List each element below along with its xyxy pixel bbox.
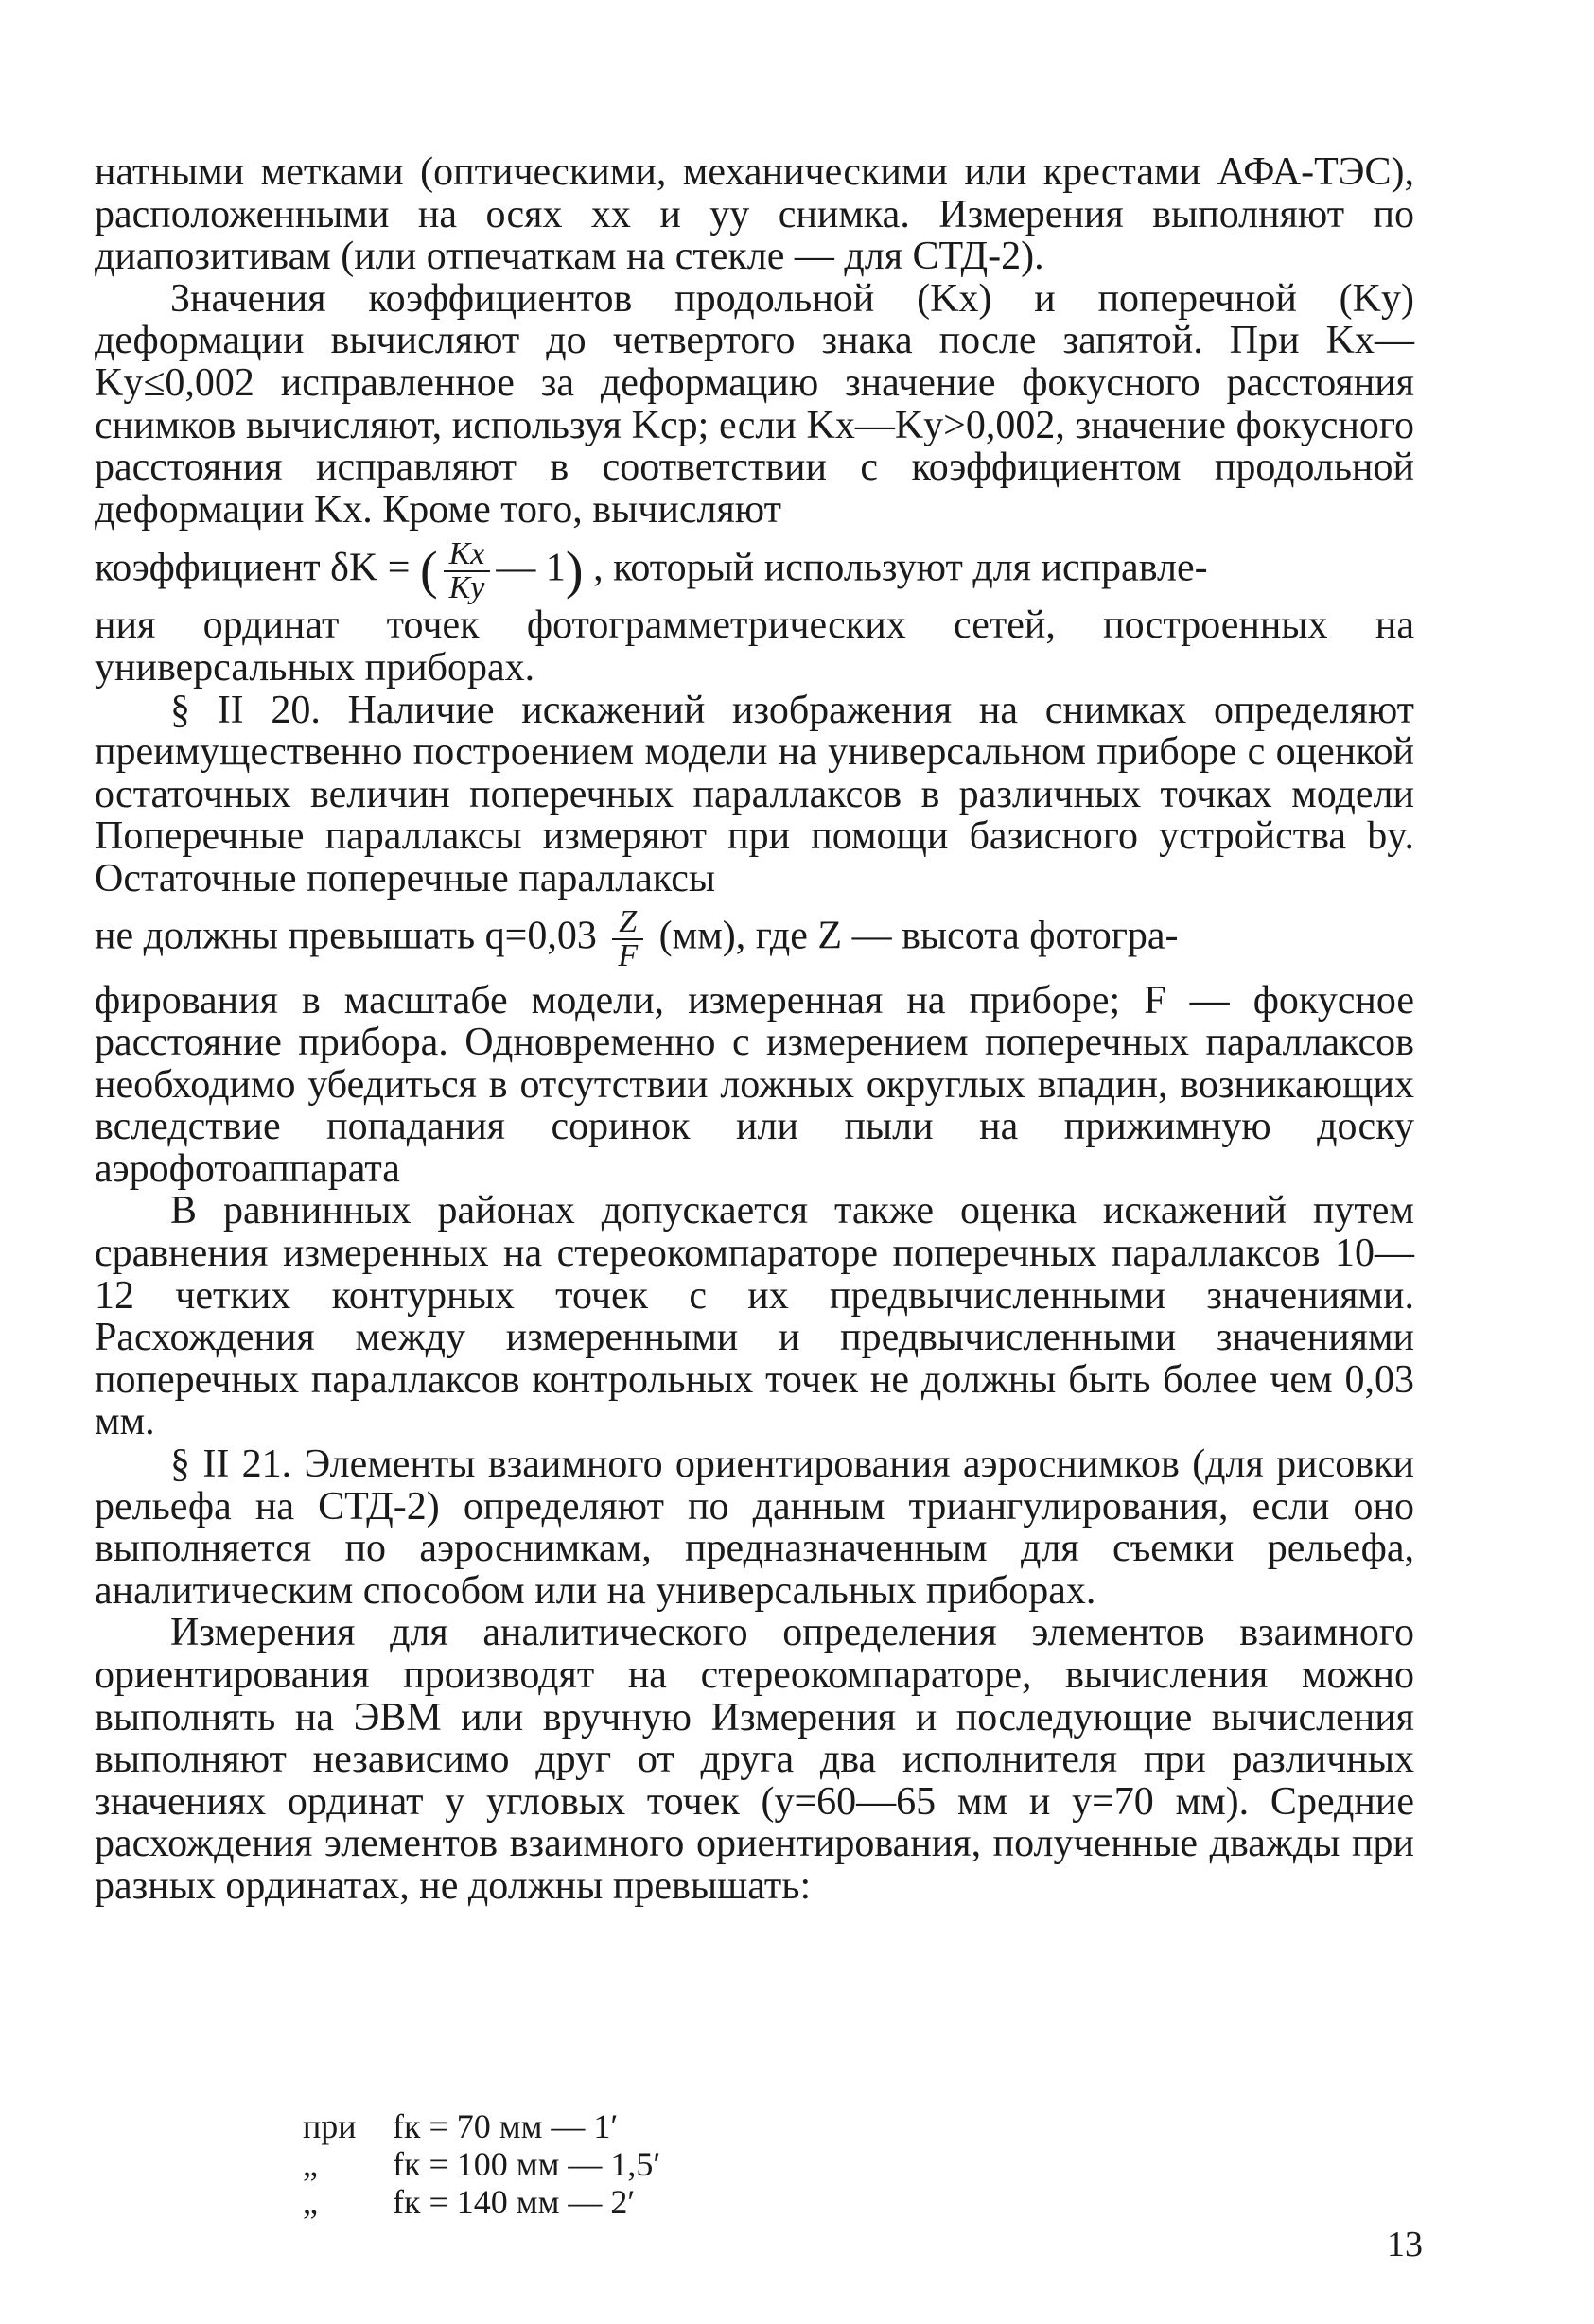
paragraph: § II 20. Наличие искажений изображения на снимках определяют преимущественно построением модели на универсальном приборе с оценкой остаточных величин поперечных параллаксов в различных точках модели Поперечные параллаксы измеряют при помощи базисного устройства by. Остаточные поперечные параллаксы — [95, 688, 1414, 900]
paragraph: Значения коэффициентов продольной (Kx) и поперечной (Ky) деформации вычисляют до четвертого знака после запятой. При Kx—Ky≤0,002 исправленное за деформацию значение фокусного расстояния снимков вычисляют, используя Kср; если Kx—Ky>0,002, значение фокусного расстояния исправляют в соответствии с коэффициентом продольной деформации Kx. Кроме того, вычисляют — [95, 276, 1414, 532]
paragraph: натными метками (оптическими, механическими или крестами АФА-ТЭС), расположенными на осях xx и yy снимка. Измерения выполняют по диапозитивам (или отпечаткам на стекле — для СТД-2). — [95, 150, 1414, 279]
right-paren: ) — [565, 542, 584, 602]
left-paren: ( — [419, 542, 438, 602]
denominator: Ky — [448, 570, 485, 606]
table-row — [303, 2183, 660, 2221]
formula-suffix: , который используют для исправле- — [593, 546, 1208, 590]
row-value: — 1′ — [551, 2107, 619, 2145]
main-text — [95, 151, 1414, 1908]
row-value: — 2′ — [568, 2183, 636, 2221]
row-prefix: при — [303, 2107, 357, 2145]
minus-one: — 1 — [496, 546, 566, 590]
row-value: — 1,5′ — [568, 2145, 661, 2183]
formula-suffix: (мм), где Z — высота фотогра- — [658, 914, 1179, 958]
paragraph: ния ординат точек фотограмметрических сетей, построенных на универсальных приборах. — [95, 603, 1414, 690]
table-row — [303, 2145, 660, 2183]
formula-prefix: не должны превышать q=0,03 — [95, 914, 597, 958]
z-over-f-fraction — [612, 903, 643, 973]
numerator: Kx — [444, 538, 491, 572]
paragraph: Измерения для аналитического определения элементов взаимного ориентирования производят на стереокомпараторе, вычисления можно выполнять на ЭВМ или вручную Измерения и последующие вычисления выполняют независимо друг от друга два исполнителя при различных значениях ординат y угловых точек (y=60—65 мм и y=70 мм). Средние расхождения элементов взаимного ориентирования, полученные дважды при разных ординатах, не должны превышать: — [95, 1611, 1414, 1908]
row-condition: fк = 70 мм — [393, 2107, 543, 2145]
paragraph: § II 21. Элементы взаимного ориентирования аэроснимков (для рисовки рельефа на СТД-2) определяют по данным триангулирования, если оно выполняется по аэроснимкам, предназначенным для съемки рельефа, аналитическим способом или на универсальных приборах. — [95, 1442, 1414, 1613]
tolerance-table — [303, 2107, 660, 2221]
formula-prefix: коэффициент δK = — [95, 546, 411, 590]
table-row — [303, 2107, 660, 2145]
row-condition: fк = 100 мм — [393, 2145, 560, 2183]
denominator: F — [618, 937, 639, 973]
page-number: 13 — [1387, 2225, 1423, 2264]
formula-line — [95, 538, 1414, 604]
formula-line — [95, 903, 1414, 973]
paragraph: фирования в масштабе модели, измеренная на приборе; F — фокусное расстояние прибора. Одновременно с измерением поперечных параллаксов необходимо убедиться в отсутствии ложных округлых впадин, возникающих вследствие попадания соринок или пыли на прижимную доску аэрофотоаппарата — [95, 978, 1414, 1191]
kx-over-ky-fraction — [444, 538, 491, 604]
paragraph: В равнинных районах допускается также оценка искажений путем сравнения измеренных на стереокомпараторе поперечных параллаксов 10—12 четких контурных точек с их предвычисленными значениями. Расхождения между измеренными и предвычисленными значениями поперечных параллаксов контрольных точек не должны быть более чем 0,03 мм. — [95, 1189, 1414, 1444]
row-prefix: „ — [303, 2183, 318, 2221]
row-prefix: „ — [303, 2145, 318, 2183]
row-condition: fк = 140 мм — [393, 2183, 560, 2221]
numerator: Z — [612, 906, 643, 940]
